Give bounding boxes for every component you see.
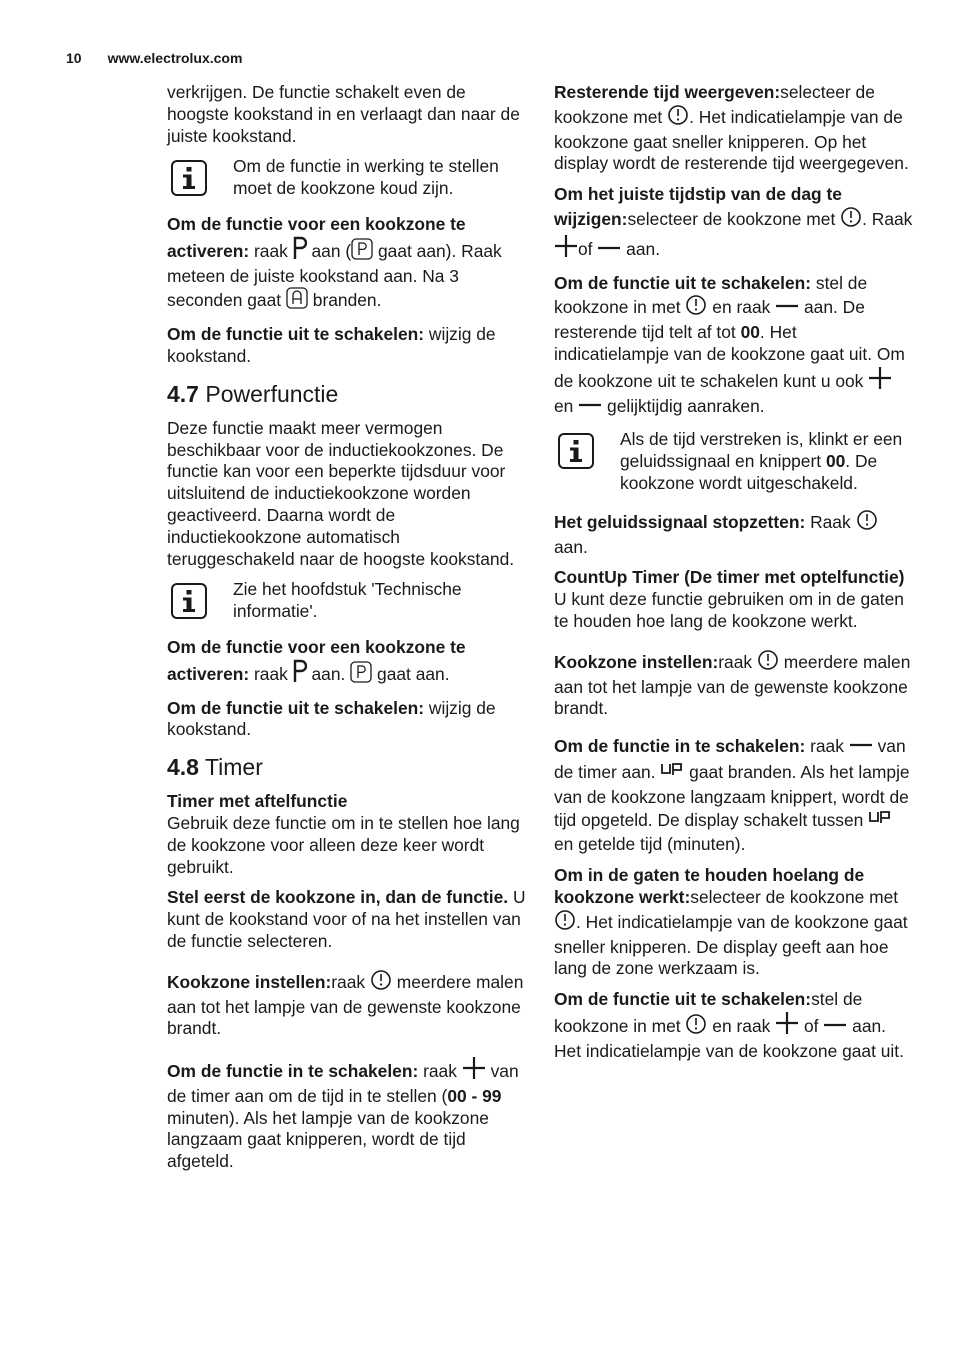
- minus-icon: [823, 1019, 847, 1041]
- p-symbol-icon: [293, 236, 307, 266]
- plus-icon: [462, 1056, 486, 1086]
- watch-zone-paragraph: Om in de gaten te houden hoelang de kookzone werkt:selecteer de kookzone met . Het indicatielampje van de kookzone gaat sneller knipperen. De display geeft aan hoe lang de zone werkzaam is.: [554, 865, 908, 979]
- left-column: [167, 82, 527, 1182]
- countup-switch-on-paragraph: Om de functie in te schakelen: raak van de timer aan. gaat branden. Als het lampje van de kookzone langzaam knippert, wordt de tijd opgeteld. De display schakelt tussen en getelde tijd (minuten).: [554, 736, 910, 855]
- p-display-icon: [350, 661, 372, 689]
- info-icon: [171, 583, 207, 619]
- timer-icon: [685, 294, 707, 322]
- right-column: [554, 82, 916, 1071]
- info-icon: [558, 433, 594, 469]
- timer-icon: [856, 509, 878, 537]
- info-icon: [171, 160, 207, 196]
- stop-sound-paragraph: Het geluidssignaal stopzetten: Raak aan.: [554, 509, 916, 559]
- intro-paragraph: verkrijgen. De functie schakelt even de hoogste kookstand in en verlaagt dan naar de juiste kookstand.: [167, 82, 520, 146]
- activate-paragraph-2: Om de functie voor een kookzone te activeren: raak aan. gaat aan.: [167, 637, 527, 689]
- countup-subtitle: CountUp Timer (De timer met optelfunctie): [554, 567, 905, 588]
- timer-icon: [667, 104, 689, 132]
- countup-paragraph: CountUp Timer (De timer met optelfunctie) U kunt deze functie gebruiken om in de gaten te houden hoe lang de kookzone werkt.: [554, 567, 905, 631]
- set-zone-paragraph: Kookzone instellen:raak meerdere malen aan tot het lampje van de gewenste kookzone brandt.: [167, 969, 527, 1040]
- up-display-icon: [660, 761, 684, 787]
- minus-icon: [578, 399, 602, 421]
- info-note-time-expired: [554, 429, 916, 494]
- activate-paragraph-1: Om de functie voor een kookzone te activeren: raak aan ( gaat aan). Raak meteen de juiste kookstand aan. Na 3 seconden gaat branden.: [167, 214, 527, 315]
- deactivate-timer-paragraph: Om de functie uit te schakelen: stel de kookzone in met en raak aan. De resterende tijd telt af tot 00. Het indicatielampje van de kookzone gaat uit. Om de kookzone uit te schakelen kunt u ook en gelijktijdig aanraken.: [554, 273, 916, 421]
- countup-deactivate-paragraph: Om de functie uit te schakelen:stel de kookzone in met en raak of aan. Het indicatielampje van de kookzone gaat uit.: [554, 989, 904, 1061]
- p-display-icon: [351, 238, 373, 266]
- up-display-icon: [868, 809, 892, 835]
- timer-paragraph: Timer met aftelfunctie Gebruik deze functie om in te stellen hoe lang de kookzone voor alleen deze keer wordt gebruikt.: [167, 791, 520, 877]
- minus-icon: [597, 242, 621, 264]
- section-title-4-7: 4.7 Powerfunctie: [167, 380, 339, 407]
- plus-icon: [554, 234, 578, 264]
- deactivate-paragraph-2: Om de functie uit te schakelen: wijzig de kookstand.: [167, 697, 496, 740]
- info-note-text: Als de tijd verstreken is, klinkt er een geluidssignaal en knippert 00. De kookzone wordt uitgeschakeld.: [620, 429, 903, 493]
- change-clock-paragraph: Om het juiste tijdstip van de dag te wijzigen:selecteer de kookzone met . Raak of aan.: [554, 184, 916, 263]
- a-display-icon: [286, 287, 308, 315]
- info-note-cold-zone: [167, 156, 527, 200]
- info-note-text: Zie het hoofdstuk 'Technische informatie'.: [233, 579, 462, 622]
- site-url: www.electrolux.com: [107, 50, 243, 66]
- timer-subtitle: Timer met aftelfunctie: [167, 791, 348, 812]
- deactivate-paragraph-1: Om de functie uit te schakelen: wijzig de kookstand.: [167, 324, 496, 366]
- page-header: [66, 50, 242, 66]
- info-note-text: Om de functie in werking te stellen moet de kookzone koud zijn.: [233, 156, 499, 199]
- timer-icon: [554, 909, 576, 937]
- plus-icon: [775, 1011, 799, 1041]
- page-number: 10: [66, 50, 82, 66]
- remaining-time-paragraph: Resterende tijd weergeven:selecteer de kookzone met . Het indicatielampje van de kookzone gaat sneller knipperen. Op het display wordt de resterende tijd weergegeven.: [554, 82, 909, 174]
- section-title-4-8: 4.8 Timer: [167, 754, 263, 781]
- minus-icon: [775, 300, 799, 322]
- p-symbol-icon: [293, 659, 307, 689]
- switch-on-paragraph: Om de functie in te schakelen: raak van de timer aan om de tijd in te stellen (00 - 99 minuten). Als het lampje van de kookzone langzaam gaat knipperen, wordt de tijd afgeteld.: [167, 1056, 527, 1173]
- timer-icon: [685, 1013, 707, 1041]
- timer-icon: [757, 649, 779, 677]
- set-zone-paragraph: Kookzone instellen:raak meerdere malen aan tot het lampje van de gewenste kookzone brandt.: [554, 649, 916, 720]
- timer-icon: [840, 206, 862, 234]
- first-set-paragraph: Stel eerst de kookzone in, dan de functie. U kunt de kookstand voor of na het instellen van de functie selecteren.: [167, 887, 526, 951]
- plus-icon: [868, 366, 892, 396]
- power-description: Deze functie maakt meer vermogen beschikbaar voor de inductiekookzones. De functie kan voor een beperkte tijdsduur voor uitsluitend de inductiekookzone worden geactiveerd. Daarna wordt de inductiekookzone automatisch teruggeschakeld naar de hoogste kookstand.: [167, 417, 515, 569]
- info-note-technical: [167, 579, 527, 623]
- timer-icon: [370, 969, 392, 997]
- minus-icon: [849, 739, 873, 761]
- activate-label: Om de functie voor een kookzone te activeren:: [167, 213, 466, 261]
